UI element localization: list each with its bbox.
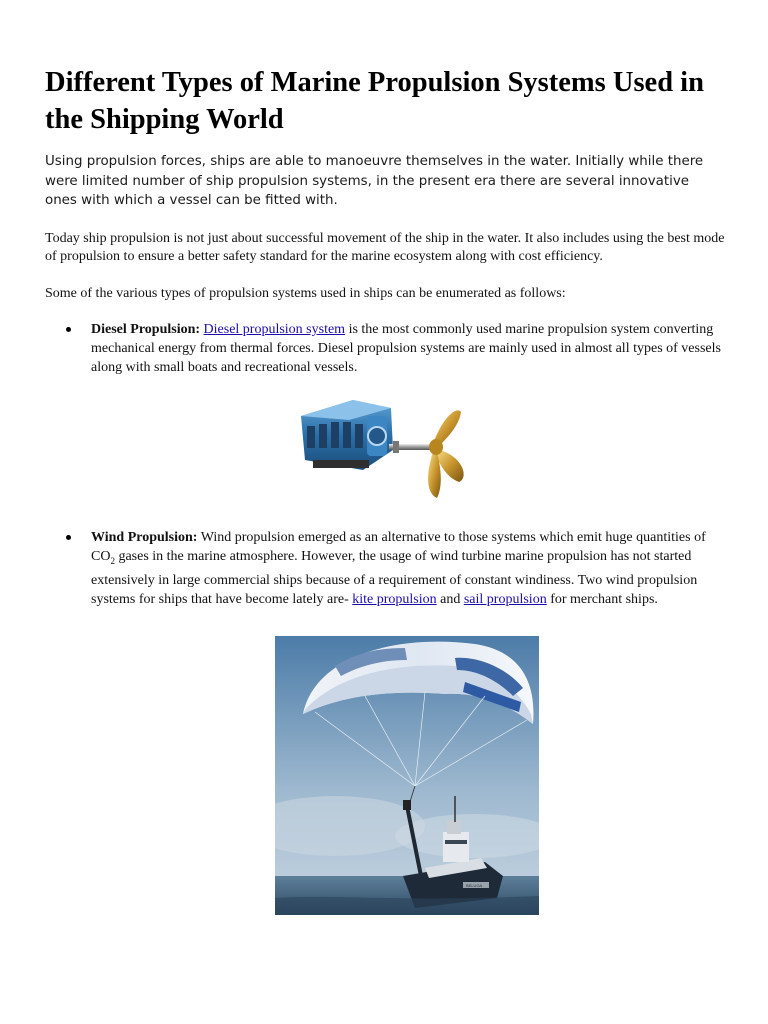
kite-propulsion-link[interactable]: kite propulsion (352, 591, 437, 607)
wind-description-end: for merchant ships. (546, 591, 658, 607)
kite-ship-image (275, 636, 539, 915)
intro-paragraph: Using propulsion forces, ships are able to manoeuvre themselves in the water. Initially while there were limited number of ship propulsion systems, in the present era there are several innovative ones with which a vessel can be fitted with. (45, 154, 704, 208)
bullet-dot-icon (66, 535, 71, 540)
wind-term: Wind Propulsion: (91, 530, 198, 545)
diesel-propulsion-link[interactable]: Diesel propulsion system (203, 322, 346, 337)
sail-propulsion-link[interactable]: sail propulsion (463, 591, 547, 607)
ship-name-text: BELUGA (466, 883, 483, 888)
enumeration-paragraph: Some of the various types of propulsion systems used in ships can be enumerated as follows: (45, 286, 566, 301)
list-item-diesel (66, 320, 726, 377)
co2-subscript: 2 (110, 555, 115, 566)
diesel-engine-propeller-image (293, 386, 473, 506)
article-title: Different Types of Marine Propulsion Systems Used in the Shipping World (45, 67, 704, 135)
and-text: and (436, 591, 464, 607)
bullet-dot-icon (66, 327, 71, 332)
safety-paragraph: Today ship propulsion is not just about successful movement of the ship in the water. It also includes using the best mode of propulsion to ensure a better safety standard for the marine ecosystem along with cost efficiency. (45, 231, 725, 264)
wind-description: Wind propulsion emerged as an alternative to those systems which emit huge quantities of CO (91, 530, 706, 564)
diesel-description: is the most commonly used marine propulsion system converting mechanical energy from thermal forces. Diesel propulsion systems are mainly used in almost all types of vessels along with small boats and recreational vessels. (91, 322, 721, 375)
diesel-term: Diesel Propulsion: (91, 322, 201, 337)
wind-description-cont: gases in the marine atmosphere. However, the usage of wind turbine marine propulsion has not started extensively in large commercial ships because of a requirement of constant windiness. Two wind propulsion systems for ships that have become lately are- (91, 549, 698, 607)
list-item-wind (66, 528, 726, 609)
